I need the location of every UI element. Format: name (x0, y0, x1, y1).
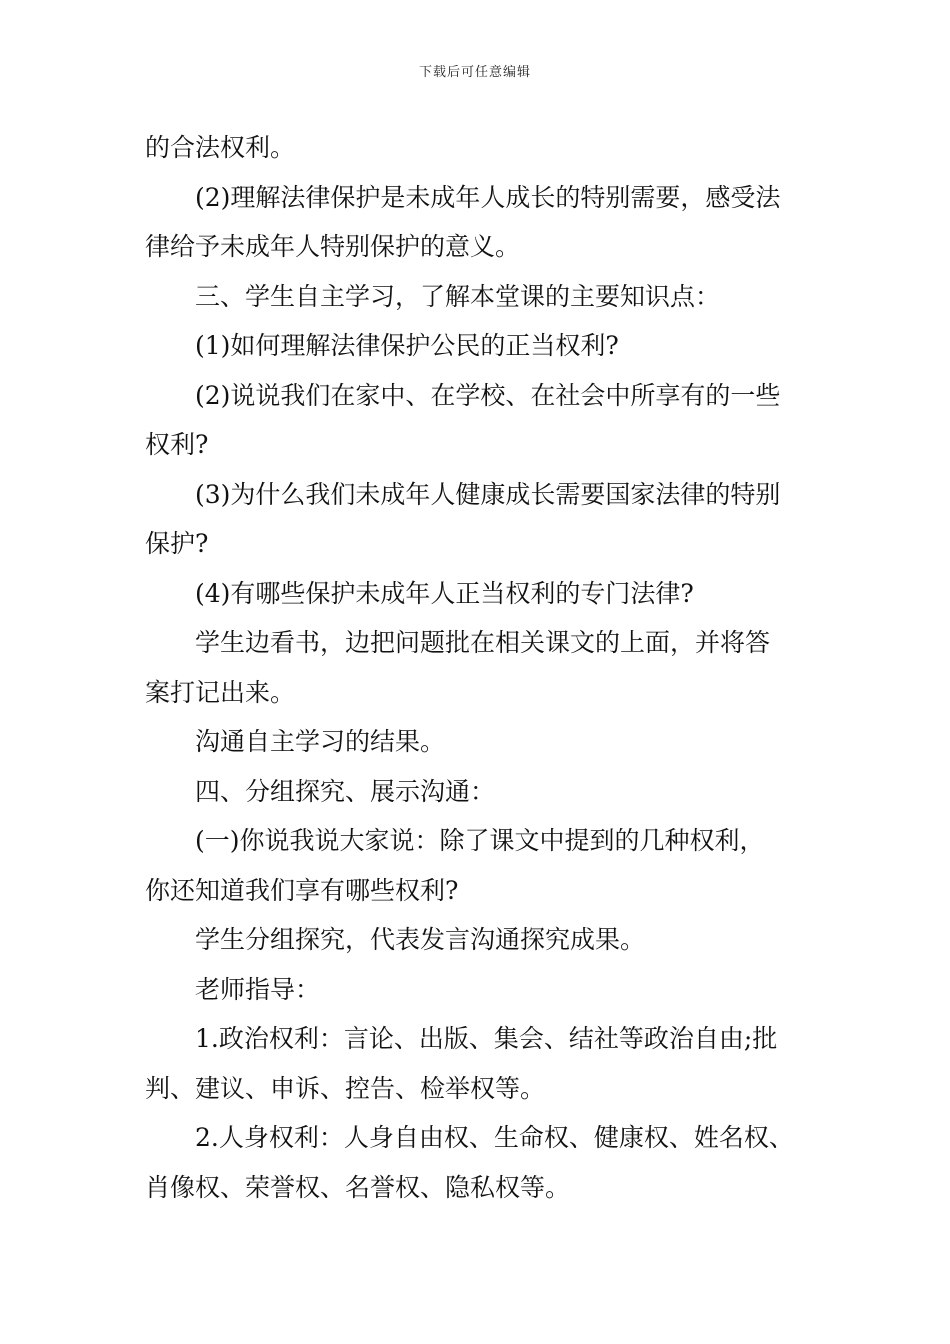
text-line: 老师指导： (195, 974, 321, 1004)
text-line: (一)你说我说大家说：除了课文中提到的几种权利， (195, 826, 765, 855)
text-line: (1)如何理解法律保护公民的正当权利? (195, 331, 619, 360)
text-line: 你还知道我们享有哪些权利? (145, 875, 459, 905)
text-line: (2)理解法律保护是未成年人成长的特别需要，感受法 (195, 182, 781, 212)
text-line: 三、学生自主学习，了解本堂课的主要知识点： (195, 281, 721, 311)
text-line: (3)为什么我们未成年人健康成长需要国家法律的特别 (195, 479, 781, 509)
text-line: 保护? (145, 529, 209, 558)
text-line: (4)有哪些保护未成年人正当权利的专门法律? (195, 578, 694, 608)
page-header: 下载后可任意编辑 (418, 65, 531, 80)
text-line: 的合法权利。 (145, 133, 296, 162)
text-line: 2.人身权利：人身自由权、生命权、健康权、姓名权、 (195, 1123, 794, 1152)
text-line: 案打记出来。 (145, 677, 296, 707)
document-body (145, 123, 825, 1212)
text-line: (2)说说我们在家中、在学校、在社会中所享有的一些 (195, 380, 781, 410)
text-line: 肖像权、荣誉权、名誉权、隐私权等。 (145, 1172, 571, 1202)
text-line: 学生边看书，边把问题批在相关课文的上面，并将答 (195, 628, 771, 657)
text-line: 学生分组探究，代表发言沟通探究成果。 (195, 925, 646, 954)
text-line: 四、分组探究、展示沟通： (195, 776, 496, 806)
text-line: 1.政治权利：言论、出版、集会、结社等政治自由;批 (195, 1024, 778, 1053)
text-line: 判、建议、申诉、控告、检举权等。 (145, 1073, 546, 1103)
text-line: 律给予未成年人特别保护的意义。 (145, 232, 521, 261)
text-line: 沟通自主学习的结果。 (195, 727, 446, 756)
text-line: 权利? (145, 430, 209, 459)
